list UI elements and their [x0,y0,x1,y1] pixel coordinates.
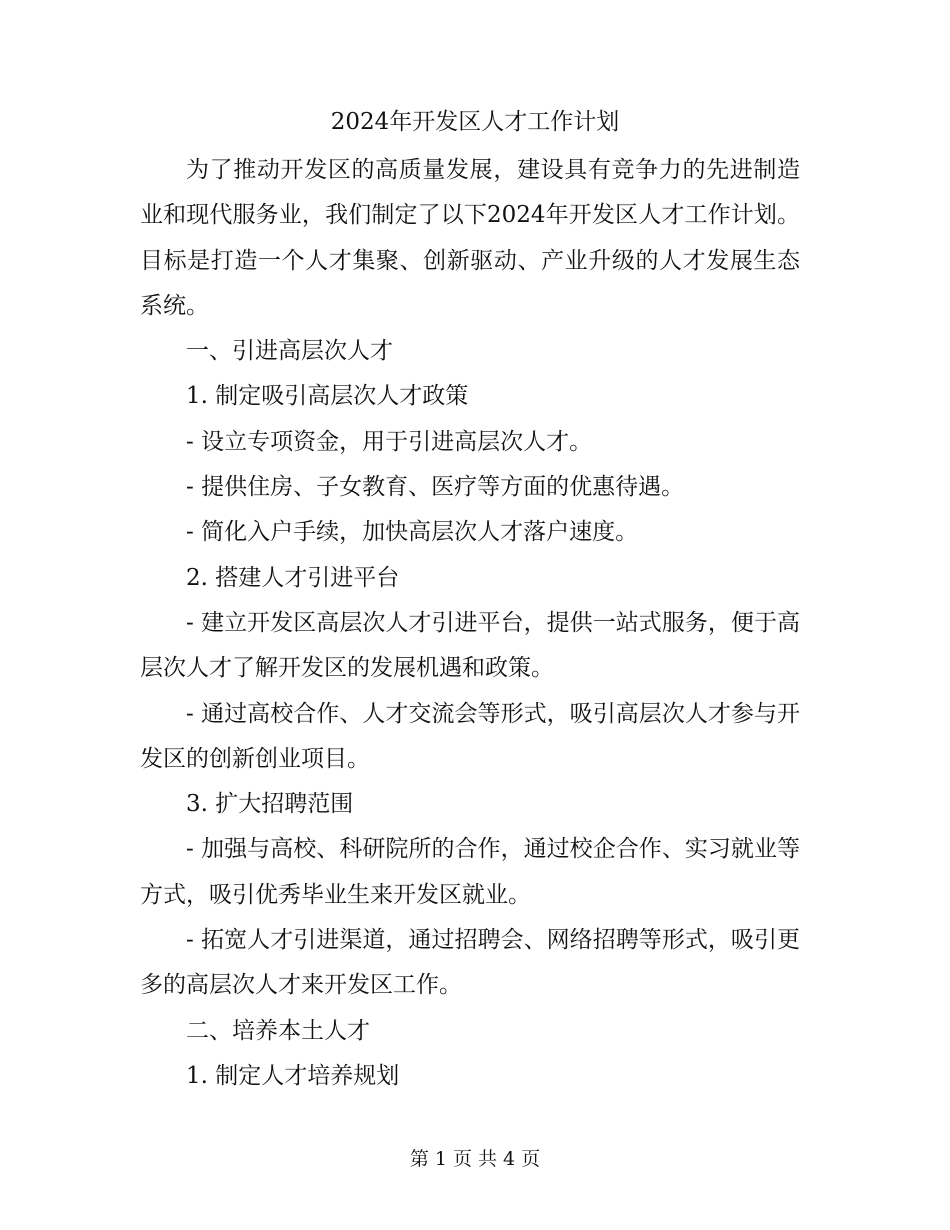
list-item: - 建立开发区高层次人才引进平台，提供一站式服务，便于高层次人才了解开发区的发展机遇和政策。 [140,609,800,682]
list-item: - 提供住房、子女教育、医疗等方面的优惠待遇。 [186,474,685,501]
section-heading-2: 二、培养本土人才 [186,1017,370,1044]
subsection-heading-2-1: 1. 制定人才培养规划 [186,1062,400,1089]
subsection-heading-1-3: 3. 扩大招聘范围 [186,791,354,818]
list-item: - 通过高校合作、人才交流会等形式，吸引高层次人才参与开发区的创新创业项目。 [140,700,800,772]
document-body [140,148,800,1099]
subsection-heading-1-1: 1. 制定吸引高层次人才政策 [186,383,469,410]
list-item: - 加强与高校、科研院所的合作，通过校企合作、实习就业等方式，吸引优秀毕业生来开发区就业。 [140,836,800,908]
page-number-footer: 第 1 页 共 4 页 [409,1148,541,1170]
list-item: - 拓宽人才引进渠道，通过招聘会、网络招聘等形式，吸引更多的高层次人才来开发区工作。 [140,927,800,999]
document-title: 2024年开发区人才工作计划 [330,109,620,135]
intro-paragraph: 为了推动开发区的高质量发展，建设具有竞争力的先进制造业和现代服务业，我们制定了以下2024年开发区人才工作计划。目标是打造一个人才集聚、创新驱动、产业升级的人才发展生态系统。 [140,157,800,319]
list-item: - 简化入户手续，加快高层次人才落户速度。 [186,519,639,546]
section-heading-1: 一、引进高层次人才 [186,338,393,365]
list-item: - 设立专项资金，用于引进高层次人才。 [186,428,593,455]
subsection-heading-1-2: 2. 搭建人才引进平台 [186,564,400,591]
